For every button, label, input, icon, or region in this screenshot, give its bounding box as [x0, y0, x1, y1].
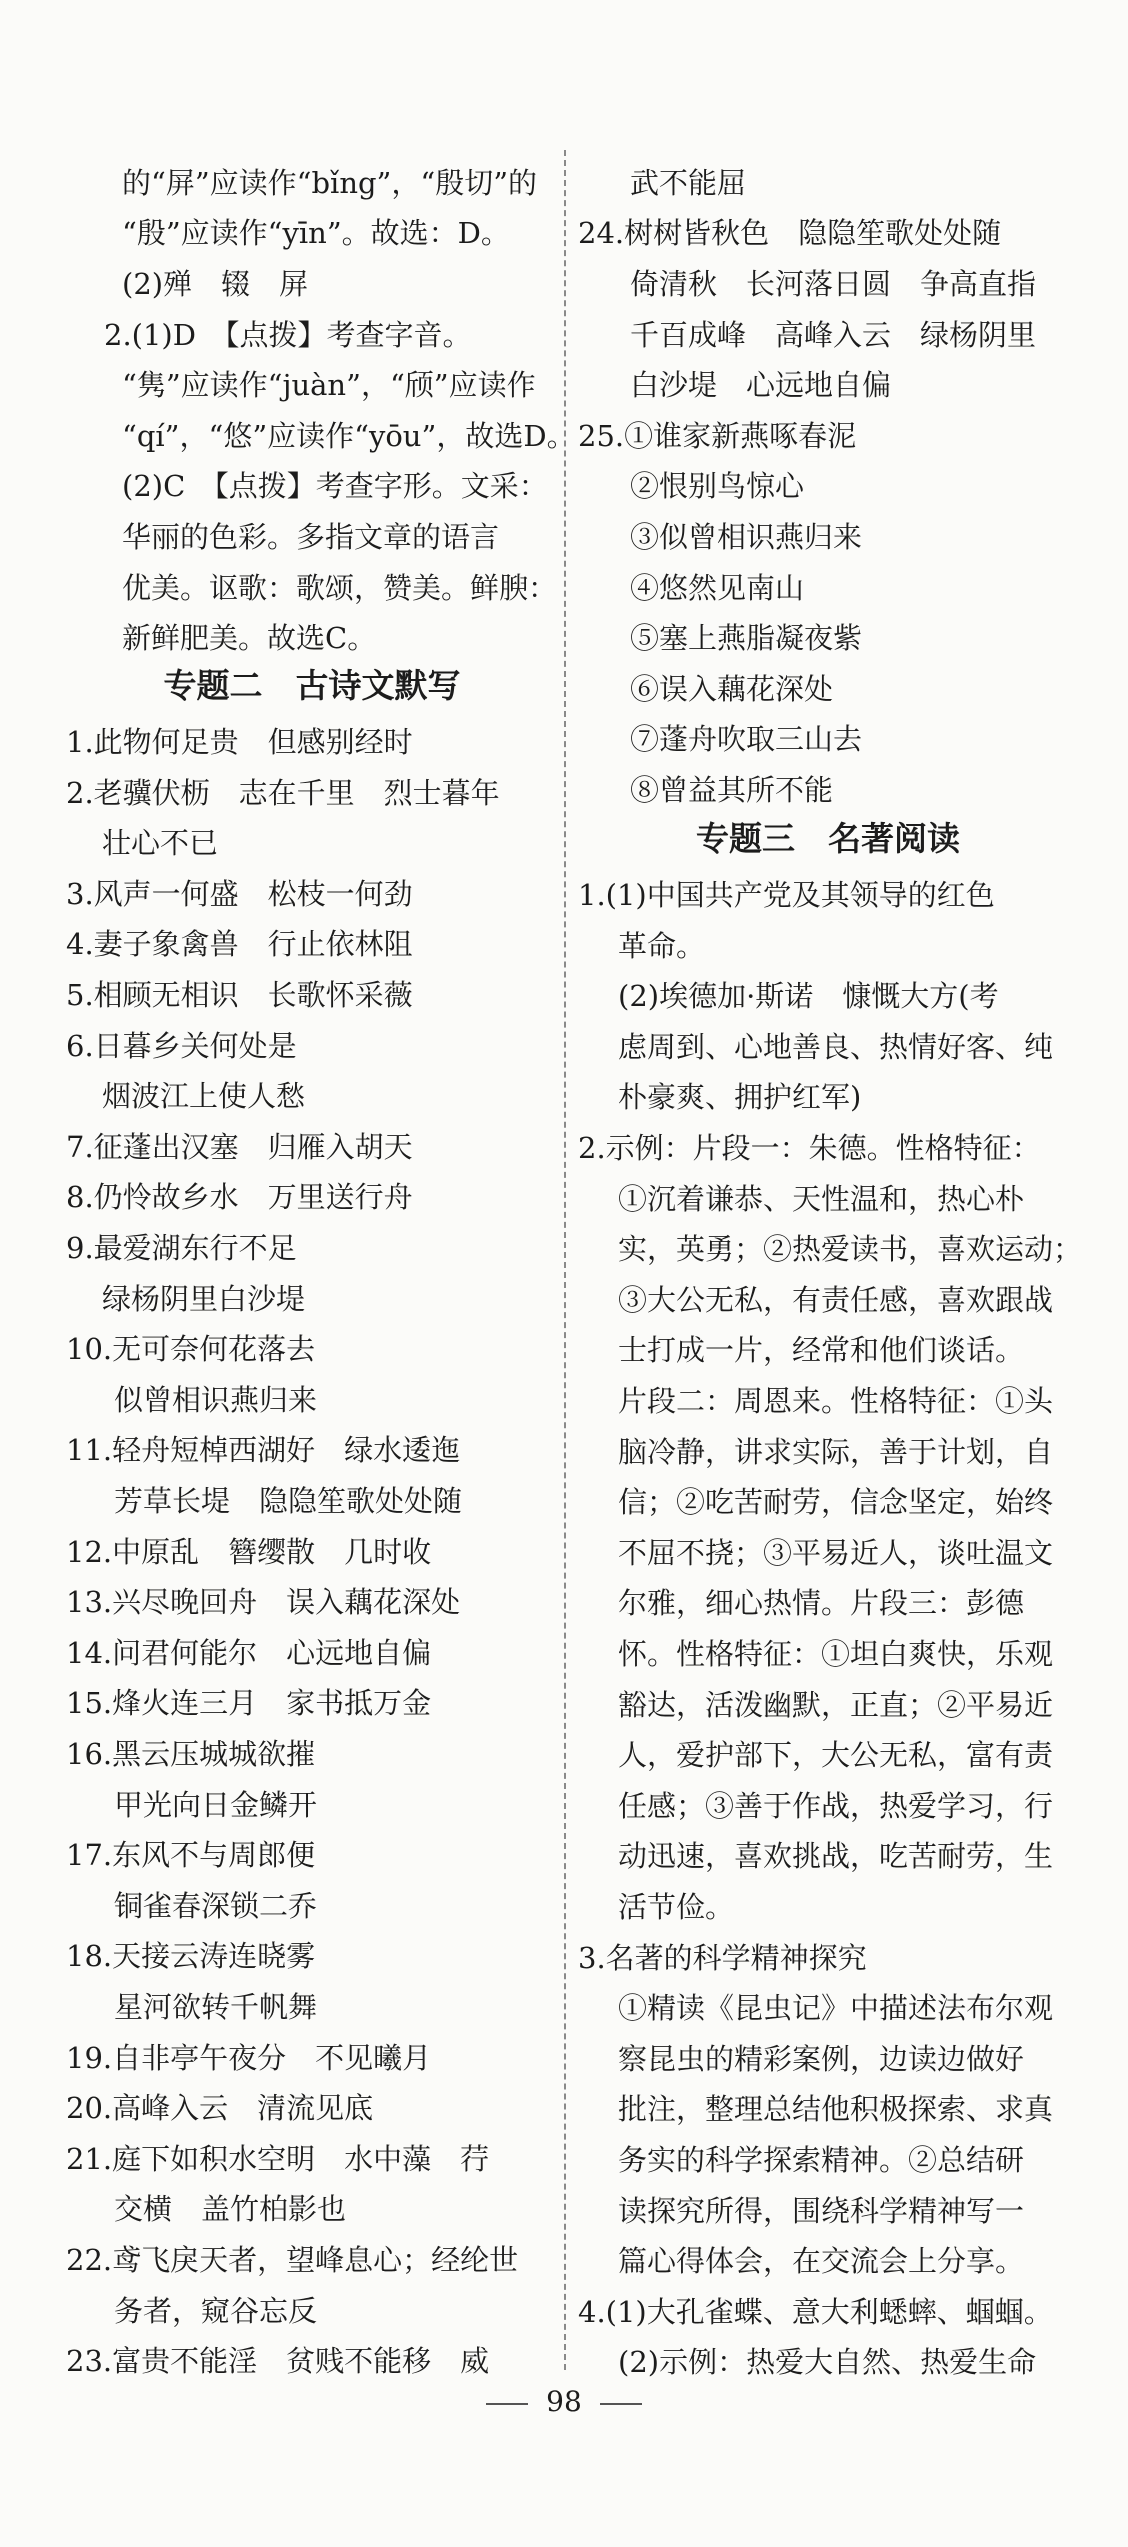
text-line: ①精读《昆虫记》中描述法布尔观	[618, 1991, 1054, 2025]
footer-dash-left	[486, 2403, 528, 2405]
text-line: 片段二：周恩来。性格特征：①头	[618, 1384, 1054, 1418]
text-line: 不屈不挠；③平易近人，谈吐温文	[618, 1536, 1054, 1570]
text-line: (2)C 【点拨】考查字形。文采：	[122, 469, 548, 503]
text-line: 篇心得体会，在交流会上分享。	[618, 2244, 1025, 2278]
text-line: 的“屏”应读作“bǐng”，“殷切”的	[122, 166, 538, 200]
text-line: 新鲜肥美。故选C。	[122, 621, 377, 655]
text-line: 23.富贵不能淫 贫贱不能移 威	[66, 2344, 490, 2378]
text-line: 革命。	[618, 929, 706, 963]
text-line: 星河欲转千帆舞	[114, 1990, 318, 2024]
text-line: “殷”应读作“yīn”。故选：D。	[122, 216, 510, 250]
text-line: 绿杨阴里白沙堤	[102, 1282, 306, 1316]
text-line: 16.黑云压城城欲摧	[66, 1737, 316, 1771]
text-line: 20.高峰入云 清流见底	[66, 2091, 374, 2125]
text-line: 人，爱护部下，大公无私，富有责	[618, 1738, 1054, 1772]
text-line: 18.天接云涛连晓雾	[66, 1939, 316, 1973]
text-line: 7.征蓬出汉塞 归雁入胡天	[66, 1130, 413, 1164]
text-line: 24.树树皆秋色 隐隐笙歌处处随	[578, 216, 1002, 250]
text-line: 12.中原乱 簪缨散 几时收	[66, 1535, 432, 1569]
text-line: 白沙堤 心远地自偏	[630, 368, 892, 402]
text-line: 华丽的色彩。多指文章的语言	[122, 520, 500, 554]
text-line: 9.最爱湖东行不足	[66, 1231, 297, 1265]
text-line: 批注，整理总结他积极探索、求真	[618, 2092, 1054, 2126]
text-line: 1.此物何足贵 但感别经时	[66, 725, 413, 759]
text-line: 6.日暮乡关何处是	[66, 1029, 297, 1063]
page-footer	[0, 2382, 1128, 2422]
text-line: 芳草长堤 隐隐笙歌处处随	[114, 1484, 463, 1518]
text-line: 3.风声一何盛 松枝一何劲	[66, 877, 413, 911]
column-divider	[564, 150, 566, 2370]
text-line: 怀。性格特征：①坦白爽快，乐观	[618, 1637, 1054, 1671]
text-line: 务者，窥谷忘反	[114, 2294, 318, 2328]
text-line: 动迅速，喜欢挑战，吃苦耐劳，生	[618, 1839, 1054, 1873]
text-line: 读探究所得，围绕科学精神写一	[618, 2194, 1025, 2228]
section-heading: 专题三 名著阅读	[696, 819, 960, 858]
text-line: 11.轻舟短棹西湖好 绿水逶迤	[66, 1433, 461, 1467]
text-line: 务实的科学探索精神。②总结研	[618, 2143, 1025, 2177]
text-line: 武不能屈	[630, 166, 747, 200]
text-line: 2.老骥伏枥 志在千里 烈士暮年	[66, 776, 500, 810]
section-heading: 专题二 古诗文默写	[163, 666, 461, 705]
text-line: ③大公无私，有责任感，喜欢跟战	[618, 1283, 1054, 1317]
text-line: 2.(1)D 【点拨】考查字音。	[104, 318, 472, 352]
text-line: “qí”，“悠”应读作“yōu”，故选D。	[122, 419, 576, 453]
text-line: 8.仍怜故乡水 万里送行舟	[66, 1180, 413, 1214]
text-line: 尔雅，细心热情。片段三：彭德	[618, 1586, 1025, 1620]
text-line: 1.(1)中国共产党及其领导的红色	[578, 878, 995, 912]
text-line: ⑥误入藕花深处	[630, 672, 834, 706]
text-line: 豁达，活泼幽默，正直；②平易近	[618, 1688, 1054, 1722]
text-line: ①沉着谦恭、天性温和，热心朴	[618, 1182, 1025, 1216]
text-line: 察昆虫的精彩案例，边读边做好	[618, 2042, 1025, 2076]
text-line: 信；②吃苦耐劳，信念坚定，始终	[618, 1485, 1054, 1519]
text-line: 优美。讴歌：歌颂，赞美。鲜腴：	[122, 571, 558, 605]
text-line: 3.名著的科学精神探究	[578, 1941, 867, 1975]
text-line: 2.示例：片段一：朱德。性格特征：	[578, 1131, 1041, 1165]
text-line: 4.妻子象禽兽 行止依林阻	[66, 927, 413, 961]
footer-dash-right	[600, 2403, 642, 2405]
text-line: 铜雀春深锁二乔	[114, 1889, 318, 1923]
text-line: 22.鸢飞戾天者，望峰息心；经纶世	[66, 2243, 519, 2277]
text-line: 任感；③善于作战，热爱学习，行	[618, 1789, 1054, 1823]
text-line: 14.问君何能尔 心远地自偏	[66, 1636, 432, 1670]
text-line: 似曾相识燕归来	[114, 1383, 318, 1417]
text-line: ⑦蓬舟吹取三山去	[630, 722, 863, 756]
text-line: 17.东风不与周郎便	[66, 1838, 316, 1872]
text-line: 活节俭。	[618, 1890, 735, 1924]
text-line: ④悠然见南山	[630, 571, 805, 605]
page-number: 98	[546, 2385, 582, 2418]
text-line: 甲光向日金鳞开	[114, 1788, 318, 1822]
text-line: “隽”应读作“juàn”，“颀”应读作	[122, 368, 536, 402]
text-line: 交横 盖竹柏影也	[114, 2192, 347, 2226]
text-line: 壮心不已	[102, 826, 219, 860]
text-line: 5.相顾无相识 长歌怀采薇	[66, 978, 413, 1012]
text-line: (2)殚 辍 屏	[122, 267, 309, 301]
text-line: ②恨别鸟惊心	[630, 469, 805, 503]
text-line: ⑧曾益其所不能	[630, 773, 834, 807]
text-line: 千百成峰 高峰入云 绿杨阴里	[630, 318, 1037, 352]
text-line: 虑周到、心地善良、热情好客、纯	[618, 1030, 1054, 1064]
text-line: 士打成一片，经常和他们谈话。	[618, 1333, 1025, 1367]
text-line: 朴豪爽、拥护红军)	[618, 1080, 862, 1114]
text-line: 烟波江上使人愁	[102, 1079, 306, 1113]
text-line: 倚清秋 长河落日圆 争高直指	[630, 267, 1037, 301]
text-line: (2)示例：热爱大自然、热爱生命	[618, 2345, 1037, 2379]
text-line: 10.无可奈何花落去	[66, 1332, 316, 1366]
text-line: 脑冷静，讲求实际，善于计划，自	[618, 1435, 1054, 1469]
text-line: 25.①谁家新燕啄春泥	[578, 419, 857, 453]
text-line: ⑤塞上燕脂凝夜紫	[630, 621, 863, 655]
text-line: 实，英勇；②热爱读书，喜欢运动；	[618, 1232, 1083, 1266]
text-line: 19.自非亭午夜分 不见曦月	[66, 2041, 432, 2075]
text-line: 13.兴尽晚回舟 误入藕花深处	[66, 1585, 461, 1619]
text-line: 21.庭下如积水空明 水中藻 荇	[66, 2142, 490, 2176]
text-line: (2)埃德加·斯诺 慷慨大方(考	[618, 979, 999, 1013]
text-line: ③似曾相识燕归来	[630, 520, 863, 554]
text-line: 15.烽火连三月 家书抵万金	[66, 1686, 432, 1720]
text-line: 4.(1)大孔雀蝶、意大利蟋蟀、蝈蝈。	[578, 2295, 1053, 2329]
